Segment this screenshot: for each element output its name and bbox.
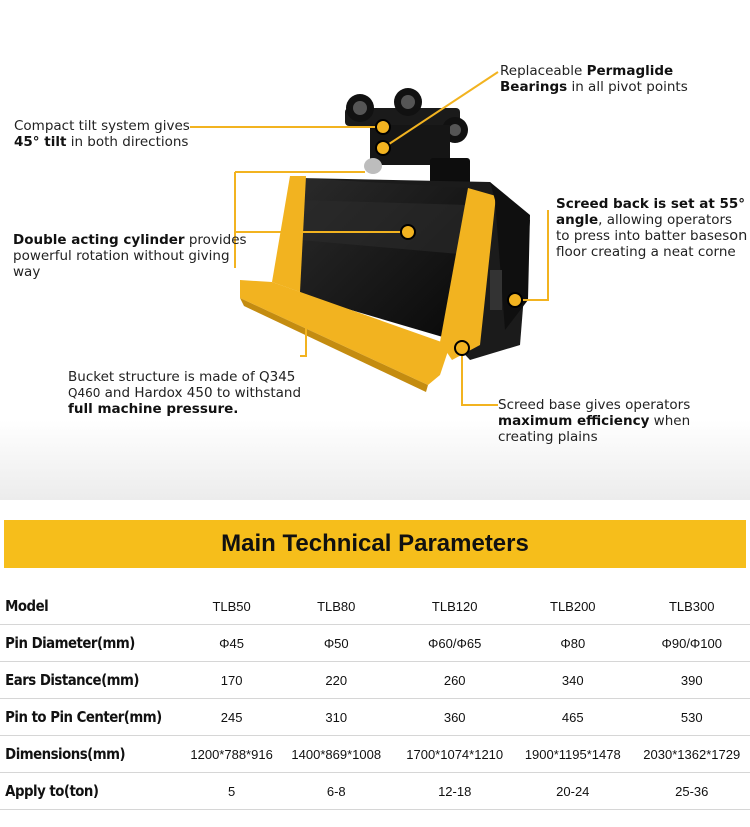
callout-screed-base: Screed base gives operators maximum efficiency when creating plains [498,397,691,445]
table-cell: 1400*869*1008 [291,746,382,762]
table-row [0,625,750,662]
row-label: Pin Diameter(mm) [5,634,135,652]
table-cell: 1900*1195*1478 [524,746,621,762]
table-cell: 170 [220,672,243,688]
table-cell: Φ50 [323,635,349,651]
table-cell: 20-24 [556,783,590,799]
table-cell: 6-8 [326,783,346,799]
table-row [0,699,750,736]
table-cell: 390 [680,672,703,688]
row-label: Ears Distance(mm) [5,671,139,689]
table-cell: 360 [443,709,466,725]
section-title: Main Technical Parameters [221,530,529,557]
callout-bearings: Replaceable Permaglide Bearings in all pivot points [500,63,688,95]
table-cell: 340 [561,672,584,688]
callout-screed-back: Screed back is set at 55° angle, allowing operators to press into batter baseson floor creating a neat corne [556,196,748,260]
table-cell: 260 [443,672,466,688]
table-cell: 220 [325,672,348,688]
table-row [0,736,750,773]
row-label: Dimensions(mm) [5,745,126,763]
parameters-table [0,588,750,810]
table-cell: Φ45 [219,635,245,651]
table-row [0,588,750,625]
table-cell: Φ60/Φ65 [428,635,482,651]
table-cell: TLB120 [431,598,478,614]
callout-structure: Bucket structure is made of Q345 Q460 and Hardox 450 to withstand full machine pressure. [68,369,302,417]
table-cell: Φ90/Φ100 [661,635,722,651]
table-cell: 2030*1362*1729 [643,746,741,762]
table-cell: Φ80 [560,635,586,651]
table-cell: 12-18 [438,783,472,799]
table-cell: 465 [561,709,584,725]
table-row [0,662,750,699]
table-cell: 245 [220,709,243,725]
row-label: Model [5,597,49,615]
table-cell: 25-36 [675,783,709,799]
table-cell: TLB300 [668,598,715,614]
callout-cylinder: Double acting cylinder provides powerful rotation without giving way [13,232,247,280]
table-cell: 530 [680,709,703,725]
table-cell: 1200*788*916 [190,746,273,762]
table-cell: 1700*1074*1210 [406,746,504,762]
row-label: Apply to(ton) [5,782,99,800]
table-cell: TLB50 [212,598,251,614]
table-cell: 310 [325,709,348,725]
table-cell: 5 [227,783,236,799]
row-label: Pin to Pin Center(mm) [5,708,162,726]
table-cell: TLB80 [317,598,356,614]
table-cell: TLB200 [550,598,596,614]
callout-tilt: Compact tilt system gives 45° tilt in both directions [14,118,190,150]
section-banner [4,520,746,568]
table-row [0,773,750,810]
